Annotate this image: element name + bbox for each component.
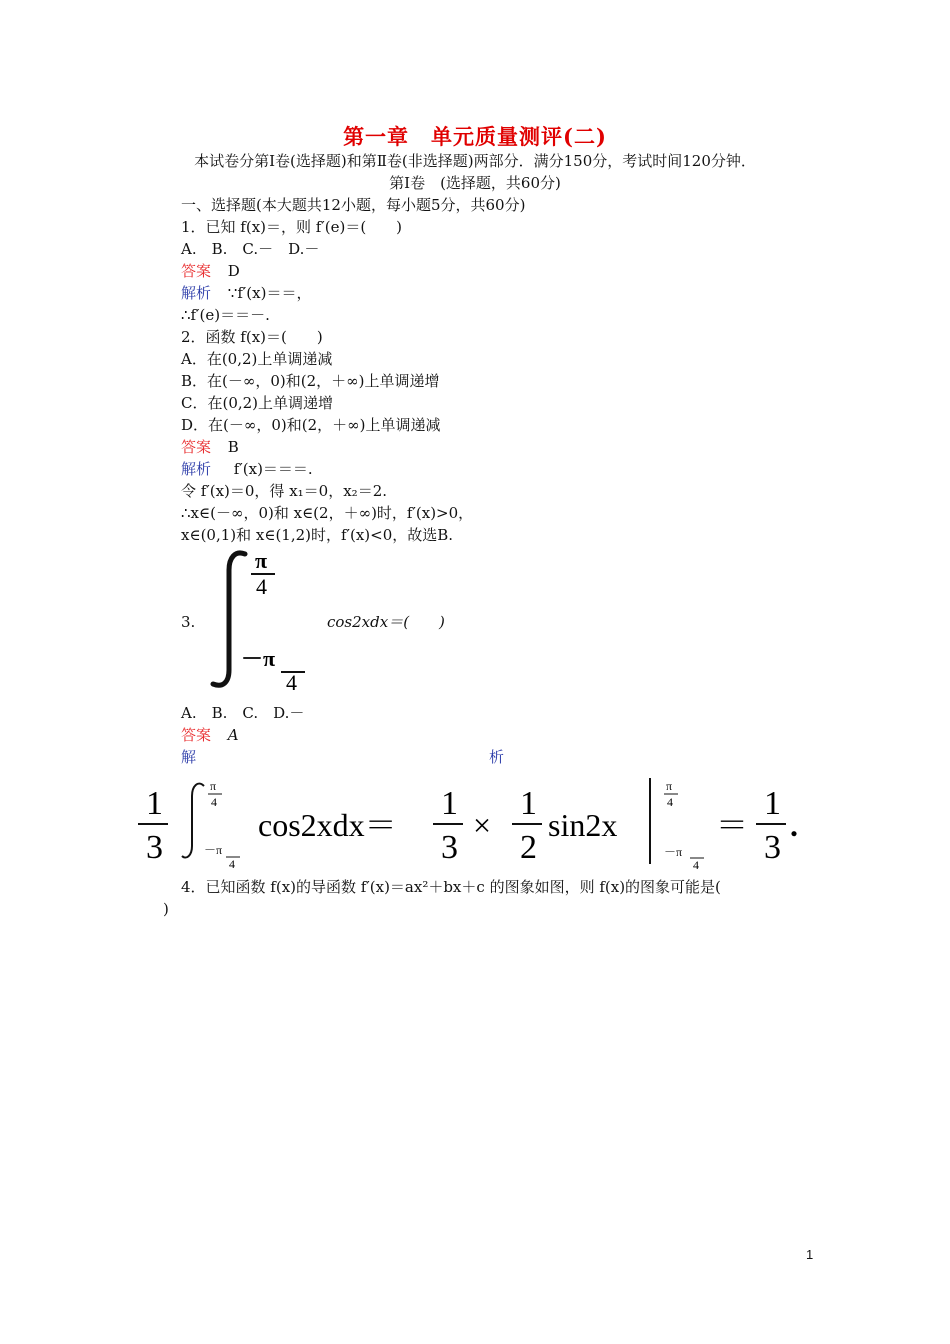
- q2-analysis: f′(x)＝＝＝.: [233, 460, 313, 478]
- analysis-label: 解析: [181, 284, 212, 302]
- q2-analysis-line4: x∈(0,1)和 x∈(1,2)时，f′(x)<0，故选B.: [181, 526, 454, 544]
- upper-limit-num: π: [255, 548, 268, 573]
- frac1-num: 1: [146, 785, 163, 822]
- q2-analysis-line2: 令 f′(x)＝0，得 x₁＝0，x₂＝2.: [181, 482, 388, 500]
- q3-integrand-text: cos2xdx＝( ): [327, 613, 445, 631]
- f-eq: ＝: [716, 807, 749, 843]
- frac4-num: 1: [764, 785, 781, 822]
- q2-analysis-line3: ∴x∈(－∞，0)和 x∈(2，＋∞)时，f′(x)>0，: [181, 504, 474, 522]
- frac2-den: 3: [441, 829, 458, 866]
- q3-options: A. B. C. D.－: [181, 704, 305, 722]
- e-upper-num: π: [666, 779, 673, 793]
- q1-analysis-row: [181, 283, 311, 303]
- lower-limit-den: 4: [286, 670, 297, 694]
- lower-limit-num: －π: [241, 646, 276, 671]
- q1-options: A. B. C.－ D.－: [181, 240, 320, 258]
- f-period: .: [790, 807, 798, 843]
- q3-answer-row: [181, 725, 239, 745]
- answer-label: 答案: [181, 726, 212, 744]
- q2-option-a: A．在(0,2)上单调递减: [181, 350, 333, 368]
- frac3-num: 1: [520, 785, 537, 822]
- q3-analysis-left: 解: [181, 748, 197, 766]
- page-title: 第一章 单元质量测评(二): [343, 124, 607, 149]
- frac4-den: 3: [764, 829, 781, 866]
- analysis-label: 解析: [181, 460, 212, 478]
- e-lower-den: 4: [693, 858, 699, 872]
- q4-stem: 4．已知函数 f(x)的导函数 f′(x)＝ax²＋bx＋c 的图象如图，则 f(x)的图象可能是(: [181, 878, 721, 896]
- frac2-num: 1: [441, 785, 458, 822]
- part1-heading: 第Ⅰ卷 (选择题，共60分): [389, 174, 561, 192]
- e-lower-num: －π: [664, 845, 683, 859]
- f-integrand: cos2xdx＝: [258, 807, 397, 843]
- q3-integral-figure: [205, 548, 325, 694]
- q3-solution-formula: [128, 772, 828, 872]
- q1-answer-row: [181, 261, 240, 281]
- q1-stem: 1．已知 f(x)＝，则 f′(e)＝( ): [181, 218, 403, 236]
- intro-text: 本试卷分第Ⅰ卷(选择题)和第Ⅱ卷(非选择题)两部分．满分150分，考试时间120分钟．: [194, 152, 756, 170]
- q2-answer-row: [181, 437, 239, 457]
- q2-option-b: B．在(－∞，0)和(2，＋∞)上单调递增: [181, 372, 440, 390]
- e-upper-den: 4: [667, 795, 673, 809]
- q3-integrand: [327, 612, 445, 632]
- f-upper-num: π: [210, 779, 217, 793]
- f-lower-num: －π: [204, 843, 223, 857]
- q2-option-c: C．在(0,2)上单调递增: [181, 394, 334, 412]
- q3-answer: A: [227, 726, 239, 744]
- integral-sign-2: [182, 784, 204, 858]
- q1-analysis-line2: ∴f′(e)＝＝－.: [181, 306, 270, 324]
- f-lower-den: 4: [229, 857, 235, 871]
- q2-analysis-row: [181, 459, 313, 479]
- q3-number: 3.: [181, 613, 196, 631]
- f-upper-den: 4: [211, 795, 217, 809]
- frac1-den: 3: [146, 829, 163, 866]
- q2-stem: 2．函数 f(x)＝( ): [181, 328, 323, 346]
- section1-heading: 一、选择题(本大题共12小题，每小题5分，共60分): [181, 196, 526, 214]
- answer-label: 答案: [181, 262, 212, 280]
- page-number: 1: [806, 1247, 814, 1262]
- f-times: ×: [473, 807, 492, 843]
- answer-label: 答案: [181, 438, 212, 456]
- q3-analysis-right: 析: [489, 748, 505, 766]
- q2-answer: B: [227, 438, 239, 456]
- upper-limit-den: 4: [256, 574, 267, 599]
- frac3-den: 2: [520, 829, 537, 866]
- q1-analysis: ∵f′(x)＝＝，: [227, 284, 312, 302]
- f-sin: sin2x: [548, 807, 618, 843]
- q1-answer: D: [227, 262, 240, 280]
- q4-close: ): [163, 900, 169, 918]
- q2-option-d: D．在(－∞，0)和(2，＋∞)上单调递减: [181, 416, 441, 434]
